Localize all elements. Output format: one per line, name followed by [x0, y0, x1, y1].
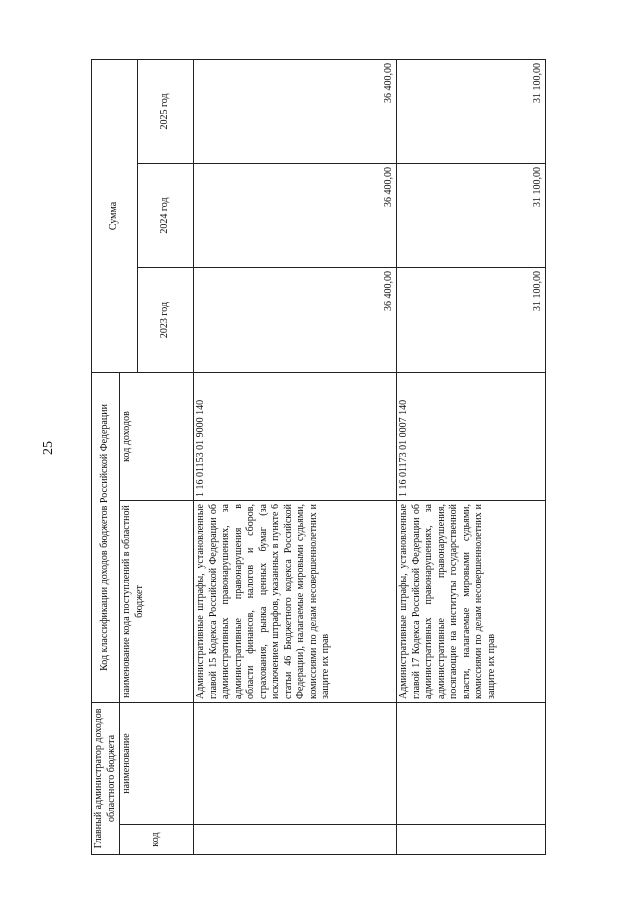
income-table-sheet [91, 60, 546, 855]
header-year-2023: 2023 год [138, 267, 194, 372]
amount-2023-cell: 36 400,00 [194, 267, 397, 372]
header-income-code: код доходов [120, 372, 194, 500]
header-year-2024: 2024 год [138, 163, 194, 267]
admin-name-cell [194, 703, 397, 825]
page-number: 25 [41, 441, 56, 455]
header-admin-name: наименование [120, 703, 194, 825]
admin-code-cell [397, 825, 546, 855]
amount-2024-cell: 31 100,00 [397, 163, 546, 267]
income-classification-table [91, 59, 546, 855]
amount-2025-cell: 36 400,00 [194, 59, 397, 163]
header-income-name: наименование кода поступлений в областной бюджет [120, 501, 194, 703]
table-row [194, 59, 397, 854]
amount-2024-cell: 36 400,00 [194, 163, 397, 267]
header-admin-code: код [120, 825, 194, 855]
header-admin-group: Главный администратор доходов областного бюджета [92, 703, 120, 855]
header-year-2025: 2025 год [138, 59, 194, 163]
amount-2025-cell: 31 100,00 [397, 59, 546, 163]
table-row [397, 59, 546, 854]
income-code-cell: 1 16 01173 01 0007 140 [397, 372, 546, 500]
header-classification-group: Код классификации доходов бюджетов Российской Федерации [92, 372, 120, 702]
admin-name-cell [397, 703, 546, 825]
admin-code-cell [194, 825, 397, 855]
income-code-cell: 1 16 01153 01 9000 140 [194, 372, 397, 500]
header-sum-group: Сумма [92, 59, 138, 372]
amount-2023-cell: 31 100,00 [397, 267, 546, 372]
description-cell: Административные штрафы, установленные главой 17 Кодекса Российской Федерации об административных правонарушениях, за административные правонарушения, посягающие на институты государственной власти, налагаемые мировыми судьями, комиссиями по делам несовершеннолетних и защите их прав [397, 501, 546, 703]
description-cell: Административные штрафы, установленные главой 15 Кодекса Российской Федерации об административных правонарушениях, за административные правонарушения в области финансов, налогов и сборов, страхования, рынка ценных бумаг (за исключением штрафов, указанных в пункте 6 статьи 46 Бюджетного кодекса Российской Федерации), налагаемые мировыми судьями, комиссиями по делам несовершеннолетних и защите их прав [194, 501, 397, 703]
